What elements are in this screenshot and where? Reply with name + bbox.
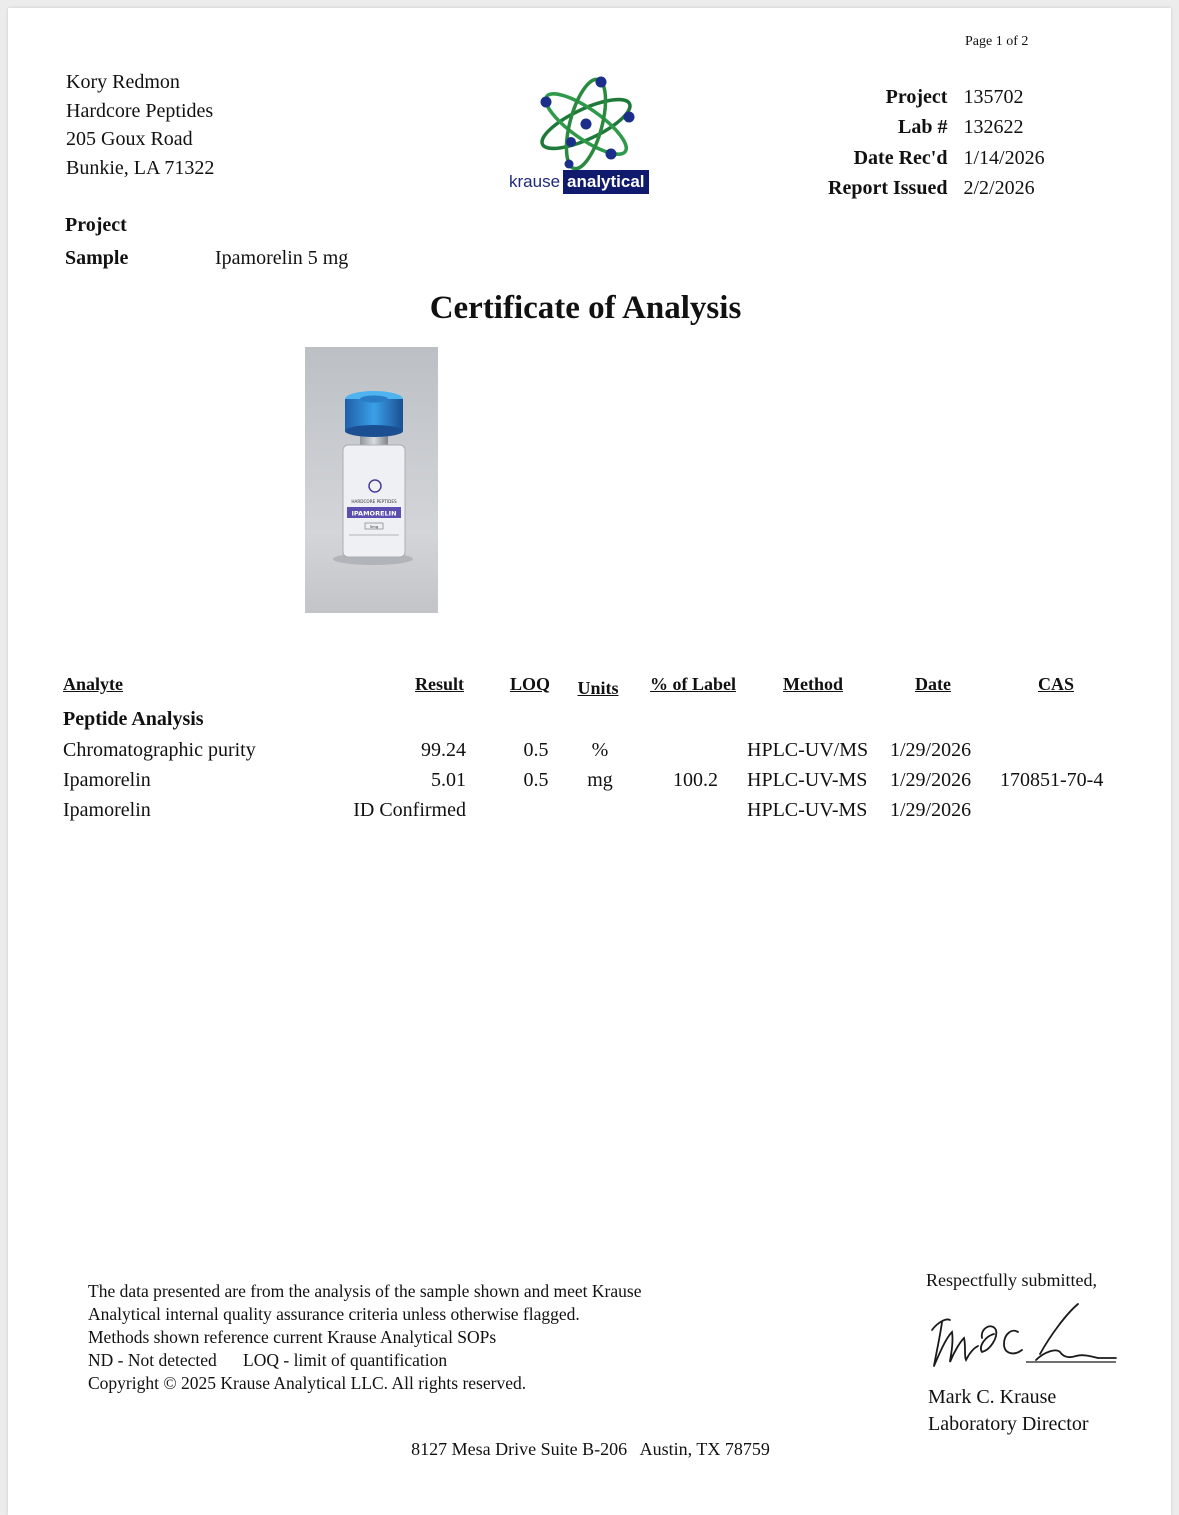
cell-result: ID Confirmed	[353, 799, 466, 821]
cell-result: 5.01	[431, 769, 466, 791]
vial-label-brand: HARDCORE PEPTIDES	[351, 499, 397, 504]
cell-method: HPLC-UV-MS	[747, 769, 868, 791]
signer-title: Laboratory Director	[928, 1413, 1089, 1435]
cell-analyte: Ipamorelin	[63, 799, 151, 821]
project-label: Project	[65, 214, 127, 236]
page-number: Page 1 of 2	[965, 34, 1029, 49]
header-loq: LOQ	[509, 674, 550, 694]
meta-row-date-received: Date Rec'd 1/14/2026	[853, 146, 1045, 169]
sample-label: Sample	[65, 247, 129, 269]
header-result: Result	[415, 674, 464, 694]
client-name: Kory Redmon	[66, 71, 180, 93]
disclaimer	[88, 1280, 641, 1395]
document-title: Certificate of Analysis	[429, 290, 742, 326]
certificate-page	[8, 8, 1171, 1515]
cell-method: HPLC-UV-MS	[747, 799, 868, 821]
header-pct-label: % of Label	[649, 674, 736, 694]
vial-label-product: IPAMORELIN	[351, 509, 397, 518]
lab-address: 8127 Mesa Drive Suite B-206 Austin, TX 78759	[411, 1439, 770, 1459]
sample-photo	[305, 347, 438, 613]
logo-text-analytical: analytical	[563, 170, 649, 194]
cell-date: 1/29/2026	[890, 769, 972, 791]
krause-analytical-logo	[503, 72, 673, 202]
cell-units: mg	[587, 769, 613, 791]
cell-cas: 170851-70-4	[1000, 769, 1104, 791]
cell-units: %	[591, 739, 609, 761]
header-date: Date	[915, 674, 951, 694]
sample-value: Ipamorelin 5 mg	[215, 247, 349, 269]
atom-icon	[531, 72, 641, 172]
cell-date: 1/29/2026	[890, 739, 972, 761]
vial-label-dose: 5mg	[369, 524, 379, 529]
client-company: Hardcore Peptides	[66, 99, 214, 122]
vial-image	[305, 347, 438, 613]
cell-method: HPLC-UV/MS	[747, 739, 869, 761]
disclaimer-line: The data presented are from the analysis of the sample shown and meet Krause	[88, 1281, 642, 1301]
cell-loq: 0.5	[523, 769, 549, 791]
header-units: Units	[577, 678, 619, 698]
closing-text: Respectfully submitted,	[926, 1270, 1097, 1290]
client-address	[66, 68, 214, 182]
meta-row-report-issued: Report Issued 2/2/2026	[828, 177, 1035, 200]
signer-block	[928, 1384, 1088, 1438]
header-method: Method	[783, 674, 843, 694]
logo-wordmark	[506, 170, 649, 194]
client-city: Bunkie, LA 71322	[66, 156, 215, 179]
disclaimer-line: Methods shown reference current Krause Analytical SOPs	[88, 1327, 497, 1347]
header-analyte: Analyte	[63, 674, 123, 694]
report-meta	[828, 82, 1045, 204]
logo-text-krause: krause	[509, 172, 561, 191]
disclaimer-line: Copyright © 2025 Krause Analytical LLC. All rights reserved.	[88, 1373, 527, 1393]
cell-date: 1/29/2026	[890, 799, 972, 821]
cell-pct-label: 100.2	[673, 769, 718, 791]
cell-loq: 0.5	[523, 739, 549, 761]
disclaimer-line: ND - Not detected LOQ - limit of quantification	[88, 1350, 448, 1370]
section-peptide-analysis: Peptide Analysis	[63, 708, 204, 730]
handwritten-signature	[920, 1292, 1120, 1376]
cell-result: 99.24	[421, 739, 466, 761]
client-street: 205 Goux Road	[66, 128, 193, 150]
header-cas: CAS	[1037, 674, 1074, 694]
meta-row-lab: Lab # 132622	[897, 116, 1024, 139]
cell-analyte: Chromatographic purity	[63, 739, 256, 761]
meta-row-project: Project 135702	[885, 85, 1024, 108]
signer-name: Mark C. Krause	[928, 1386, 1057, 1408]
cell-analyte: Ipamorelin	[63, 769, 151, 791]
disclaimer-line: Analytical internal quality assurance criteria unless otherwise flagged.	[88, 1304, 580, 1324]
